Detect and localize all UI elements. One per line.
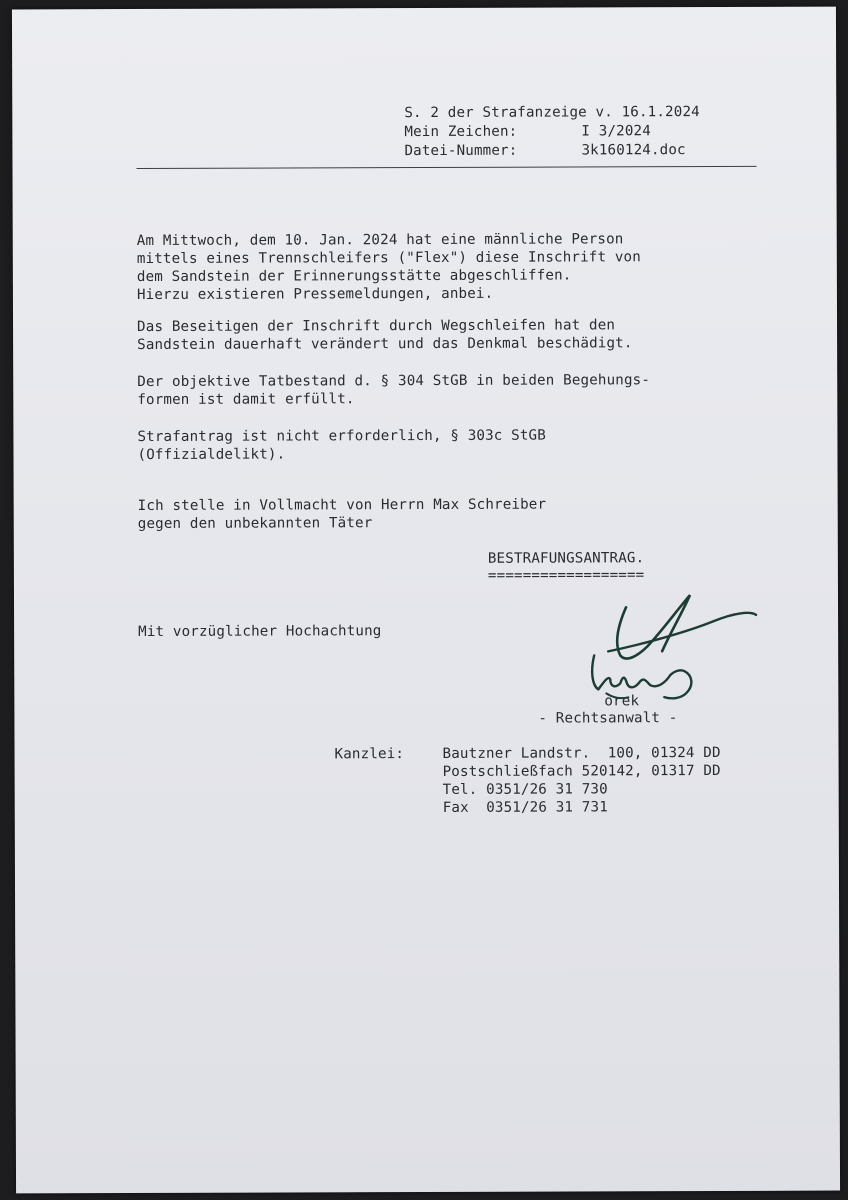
office-address: Bautzner Landstr. 100, 01324 DD [442,744,721,762]
body-line: Ich stelle in Vollmacht von Herrn Max Schreiber [137,496,547,515]
closing-greeting: Mit vorzüglicher Hochachtung [138,623,382,641]
body-line: dem Sandstein der Erinnerungsstätte abgeschliffen. [136,267,572,286]
motion-title: BESTRAFUNGSANTRAG. [487,550,645,567]
page-reference: S. 2 der Strafanzeige v. 16.1.2024 [404,104,700,122]
zeichen-value: I 3/2024 [581,123,651,140]
motion-underline: ================== [487,567,645,584]
body-line: Der objektive Tatbestand d. § 304 StGB in beiden Begehungs- [137,372,651,391]
office-pobox: Postschließfach 520142, 01317 DD [442,762,721,780]
signature [574,585,774,726]
datei-label: Datei-Nummer: [404,142,518,160]
office-fax: Fax 0351/26 31 731 [442,799,608,816]
body-line: mittels eines Trennschleifers ("Flex") diese Inschrift von [136,249,641,268]
body-line: gegen den unbekannten Täter [137,515,373,533]
datei-value: 3k160124.doc [581,142,686,159]
signer-name: orek [604,693,640,710]
signer-role: - Rechtsanwalt - [538,710,678,727]
body-line: formen ist damit erfüllt. [137,391,355,409]
document-page [12,7,840,1194]
zeichen-label: Mein Zeichen: [404,123,518,141]
header-rule [136,166,756,169]
office-phone: Tel. 0351/26 31 730 [442,781,608,798]
body-line: Sandstein dauerhaft verändert und das Denkmal beschädigt. [137,335,633,354]
office-label: Kanzlei: [334,746,405,763]
body-line: (Offizialdelikt). [137,446,286,464]
body-line: Strafantrag ist nicht erforderlich, § 303c StGB [137,427,546,446]
body-line: Hierzu existieren Pressemeldungen, anbei. [136,285,494,304]
body-line: Das Beseitigen der Inschrift durch Wegschleifen hat den [137,317,616,336]
body-line: Am Mittwoch, dem 10. Jan. 2024 hat eine männliche Person [136,231,624,250]
